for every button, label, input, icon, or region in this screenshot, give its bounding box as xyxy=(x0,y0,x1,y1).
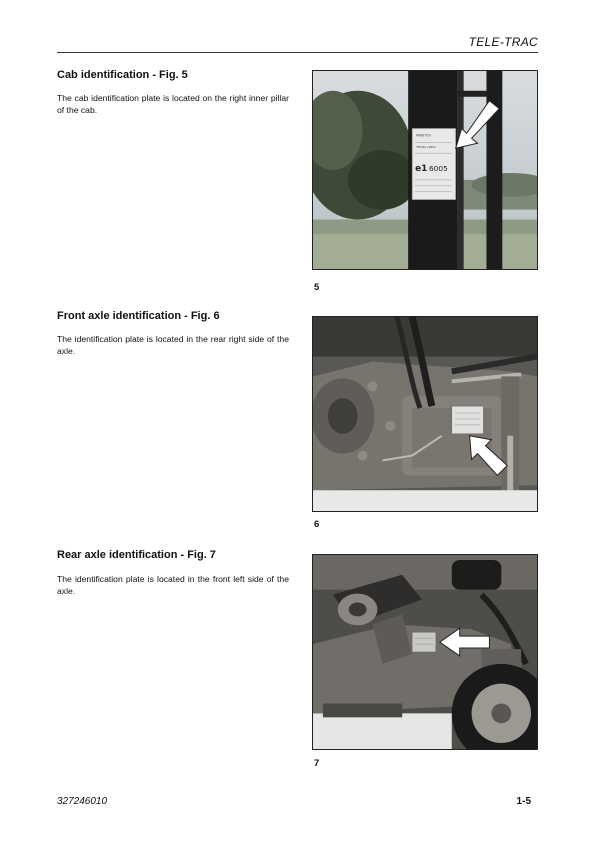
section-heading-cab: Cab identification - Fig. 5 xyxy=(57,69,188,81)
figure-photo-rear-axle xyxy=(312,554,538,750)
cab-plate-line2: TECNA LIBAS xyxy=(416,145,436,150)
cab-photo-illustration xyxy=(313,71,537,269)
cab-plate-number: 6005 xyxy=(428,163,448,173)
header-title: TELE-TRAC xyxy=(468,35,538,49)
figure-number-7: 7 xyxy=(314,758,320,769)
figure-number-6: 6 xyxy=(314,519,320,530)
header-rule xyxy=(57,52,538,53)
section-body-front-axle: The identification plate is located in the rear right side of the axle. xyxy=(57,334,289,357)
footer-document-number: 327246010 xyxy=(57,796,108,807)
section-heading-front-axle: Front axle identification - Fig. 6 xyxy=(57,310,220,322)
front-axle-photo-illustration xyxy=(313,317,537,511)
section-heading-rear-axle: Rear axle identification - Fig. 7 xyxy=(57,549,216,561)
figure-photo-cab xyxy=(312,70,538,270)
section-body-rear-axle: The identification plate is located in the front left side of the axle. xyxy=(57,574,289,597)
rear-axle-photo-illustration xyxy=(313,555,537,749)
section-body-cab: The cab identification plate is located on the right inner pillar of the cab. xyxy=(57,93,289,116)
cab-plate-line1: MANITOU xyxy=(416,133,431,138)
cab-plate-code: e1 xyxy=(415,163,428,174)
figure-number-5: 5 xyxy=(314,282,320,293)
footer-page-number: 1-5 xyxy=(516,796,531,807)
figure-photo-front-axle xyxy=(312,316,538,512)
